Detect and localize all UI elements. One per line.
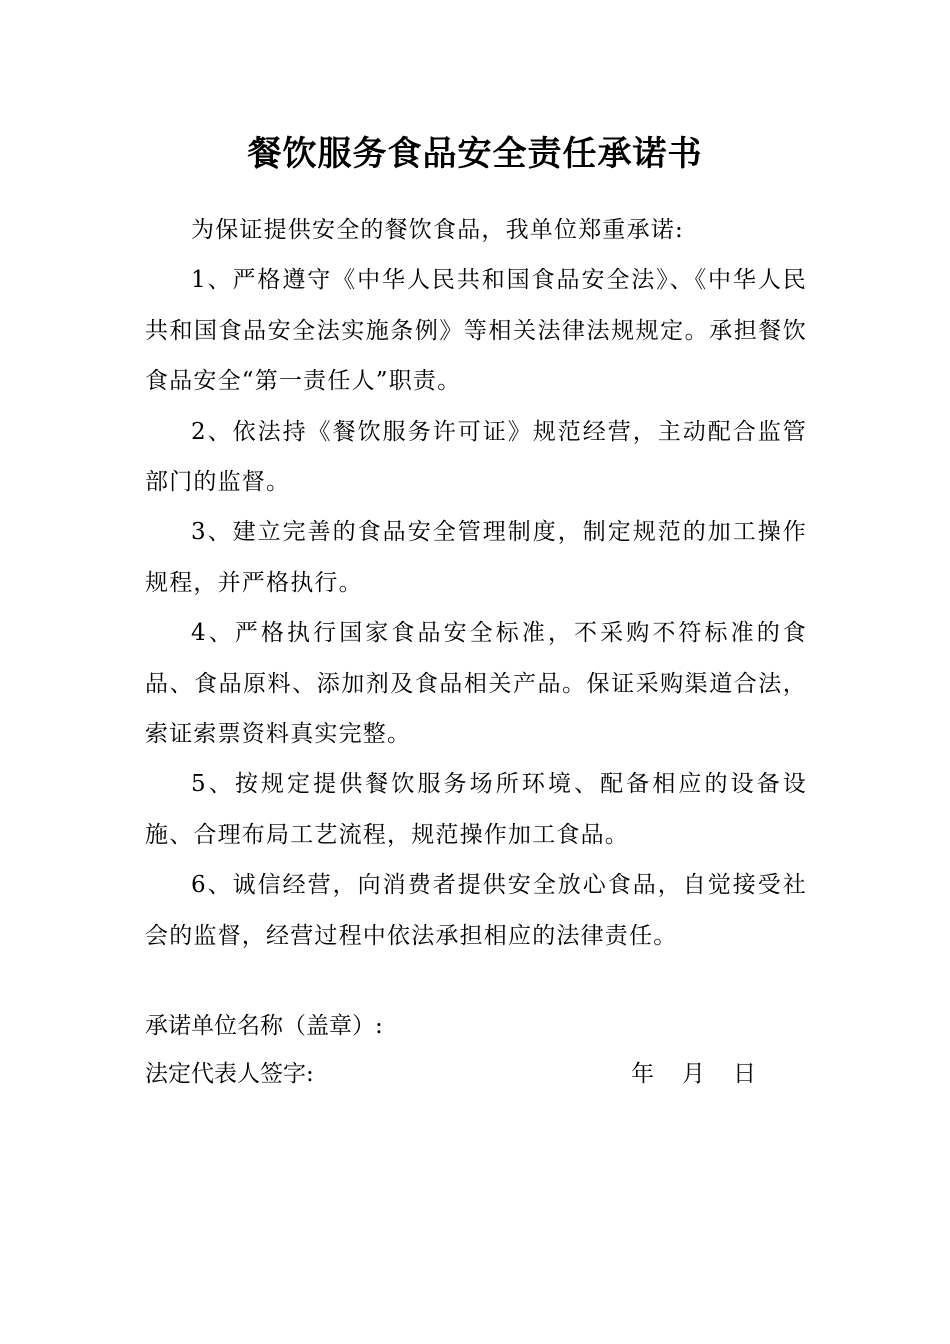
commitment-item-6: 6、诚信经营，向消费者提供安全放心食品，自觉接受社会的监督，经营过程中依法承担相应的法律责任。 xyxy=(145,872,807,949)
unit-name-line xyxy=(145,1002,807,1050)
commitment-item-2: 2、依法持《餐饮服务许可证》规范经营，主动配合监管部门的监督。 xyxy=(145,418,807,496)
year-label: 年 xyxy=(631,1061,654,1087)
unit-name-label: 承诺单位名称（盖章）: xyxy=(145,1013,383,1039)
signature-block xyxy=(145,1002,807,1098)
document-body xyxy=(145,205,807,961)
representative-label: 法定代表人签字: xyxy=(145,1061,314,1087)
commitment-item-3: 3、建立完善的食品安全管理制度，制定规范的加工操作规程，并严格执行。 xyxy=(145,519,807,596)
commitment-item-4: 4、严格执行国家食品安全标准，不采购不符标准的食品、食品原料、添加剂及食品相关产品。保证采购渠道合法，索证索票资料真实完整。 xyxy=(145,620,807,748)
date-fields xyxy=(631,1050,784,1098)
document-title: 餐饮服务食品安全责任承诺书 xyxy=(247,134,703,174)
commitment-item-5: 5、按规定提供餐饮服务场所环境、配备相应的设备设施、合理布局工艺流程，规范操作加工食品。 xyxy=(145,771,807,848)
commitment-item-1: 1、严格遵守《中华人民共和国食品安全法》、《中华人民共和国食品安全法实施条例》等相关法律法规规定。承担餐饮食品安全“第一责任人”职责。 xyxy=(145,267,807,395)
representative-line xyxy=(145,1050,807,1098)
month-label: 月 xyxy=(682,1061,705,1087)
intro-paragraph: 为保证提供安全的餐饮食品，我单位郑重承诺: xyxy=(191,217,684,243)
day-label: 日 xyxy=(733,1061,756,1087)
